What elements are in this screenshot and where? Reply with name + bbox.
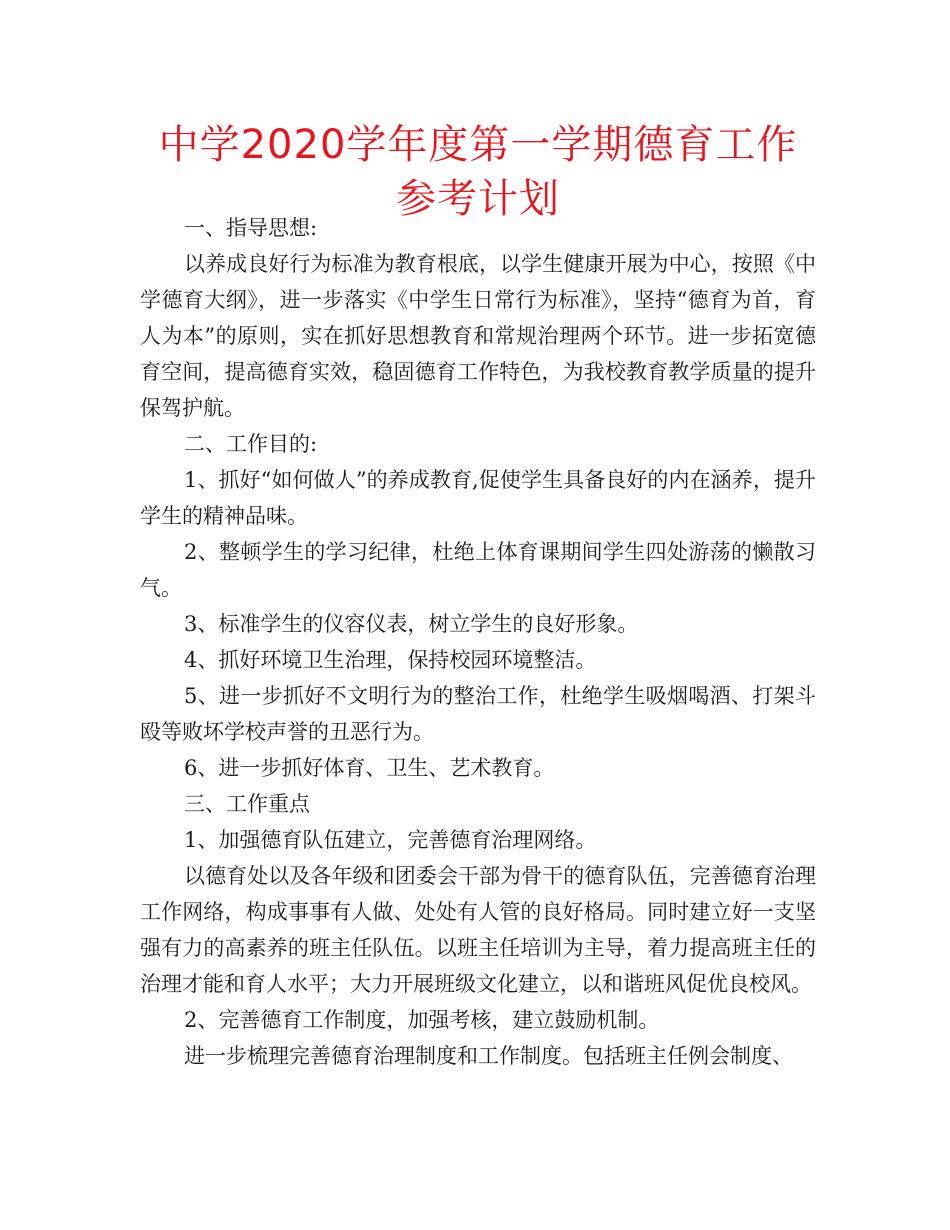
list-item: 1、加强德育队伍建立，完善德育治理网络。 xyxy=(184,828,597,852)
list-item: 2、整顿学生的学习纪律，杜绝上体育课期间学生四处游荡的懒散习气。 xyxy=(140,540,816,600)
list-item: 5、进一步抓好不文明行为的整治工作，杜绝学生吸烟喝酒、打架斗殴等败坏学校声誉的丑恶行为。 xyxy=(140,684,816,744)
paragraph: 进一步梳理完善德育治理制度和工作制度。包括班主任例会制度、 xyxy=(184,1044,793,1068)
paragraph: 以养成良好行为标准为教育根底，以学生健康开展为中心，按照《中学德育大纲》，进一步落实《中学生日常行为标准》，坚持“德育为首，育人为本”的原则，实在抓好思想教育和常规治理两个环节。进一步拓宽德育空间，提高德育实效，稳固德育工作特色，为我校教育教学质量的提升保驾护航。 xyxy=(140,252,816,420)
section-heading: 一、指导思想: xyxy=(184,216,318,240)
list-item: 3、标准学生的仪容仪表，树立学生的良好形象。 xyxy=(184,612,639,636)
list-item: 4、抓好环境卫生治理，保持校园环境整洁。 xyxy=(184,648,597,672)
section-heading: 三、工作重点 xyxy=(184,792,310,816)
list-item: 1、抓好“如何做人”的养成教育,促使学生具备良好的内在涵养，提升学生的精神品味。 xyxy=(140,468,816,528)
paragraph: 以德育处以及各年级和团委会干部为骨干的德育队伍，完善德育治理工作网络，构成事事有人做、处处有人管的良好格局。同时建立好一支坚强有力的高素养的班主任队伍。以班主任培训为主导，着力提高班主任的治理才能和育人水平；大力开展班级文化建立，以和谐班风促优良校风。 xyxy=(140,864,816,996)
list-item: 6、进一步抓好体育、卫生、艺术教育。 xyxy=(184,756,555,780)
document-title: 中学2020学年度第一学期德育工作参考计划 xyxy=(158,122,798,222)
section-heading: 二、工作目的: xyxy=(184,432,318,456)
document-body xyxy=(140,210,816,1074)
list-item: 2、完善德育工作制度，加强考核，建立鼓励机制。 xyxy=(184,1008,660,1032)
